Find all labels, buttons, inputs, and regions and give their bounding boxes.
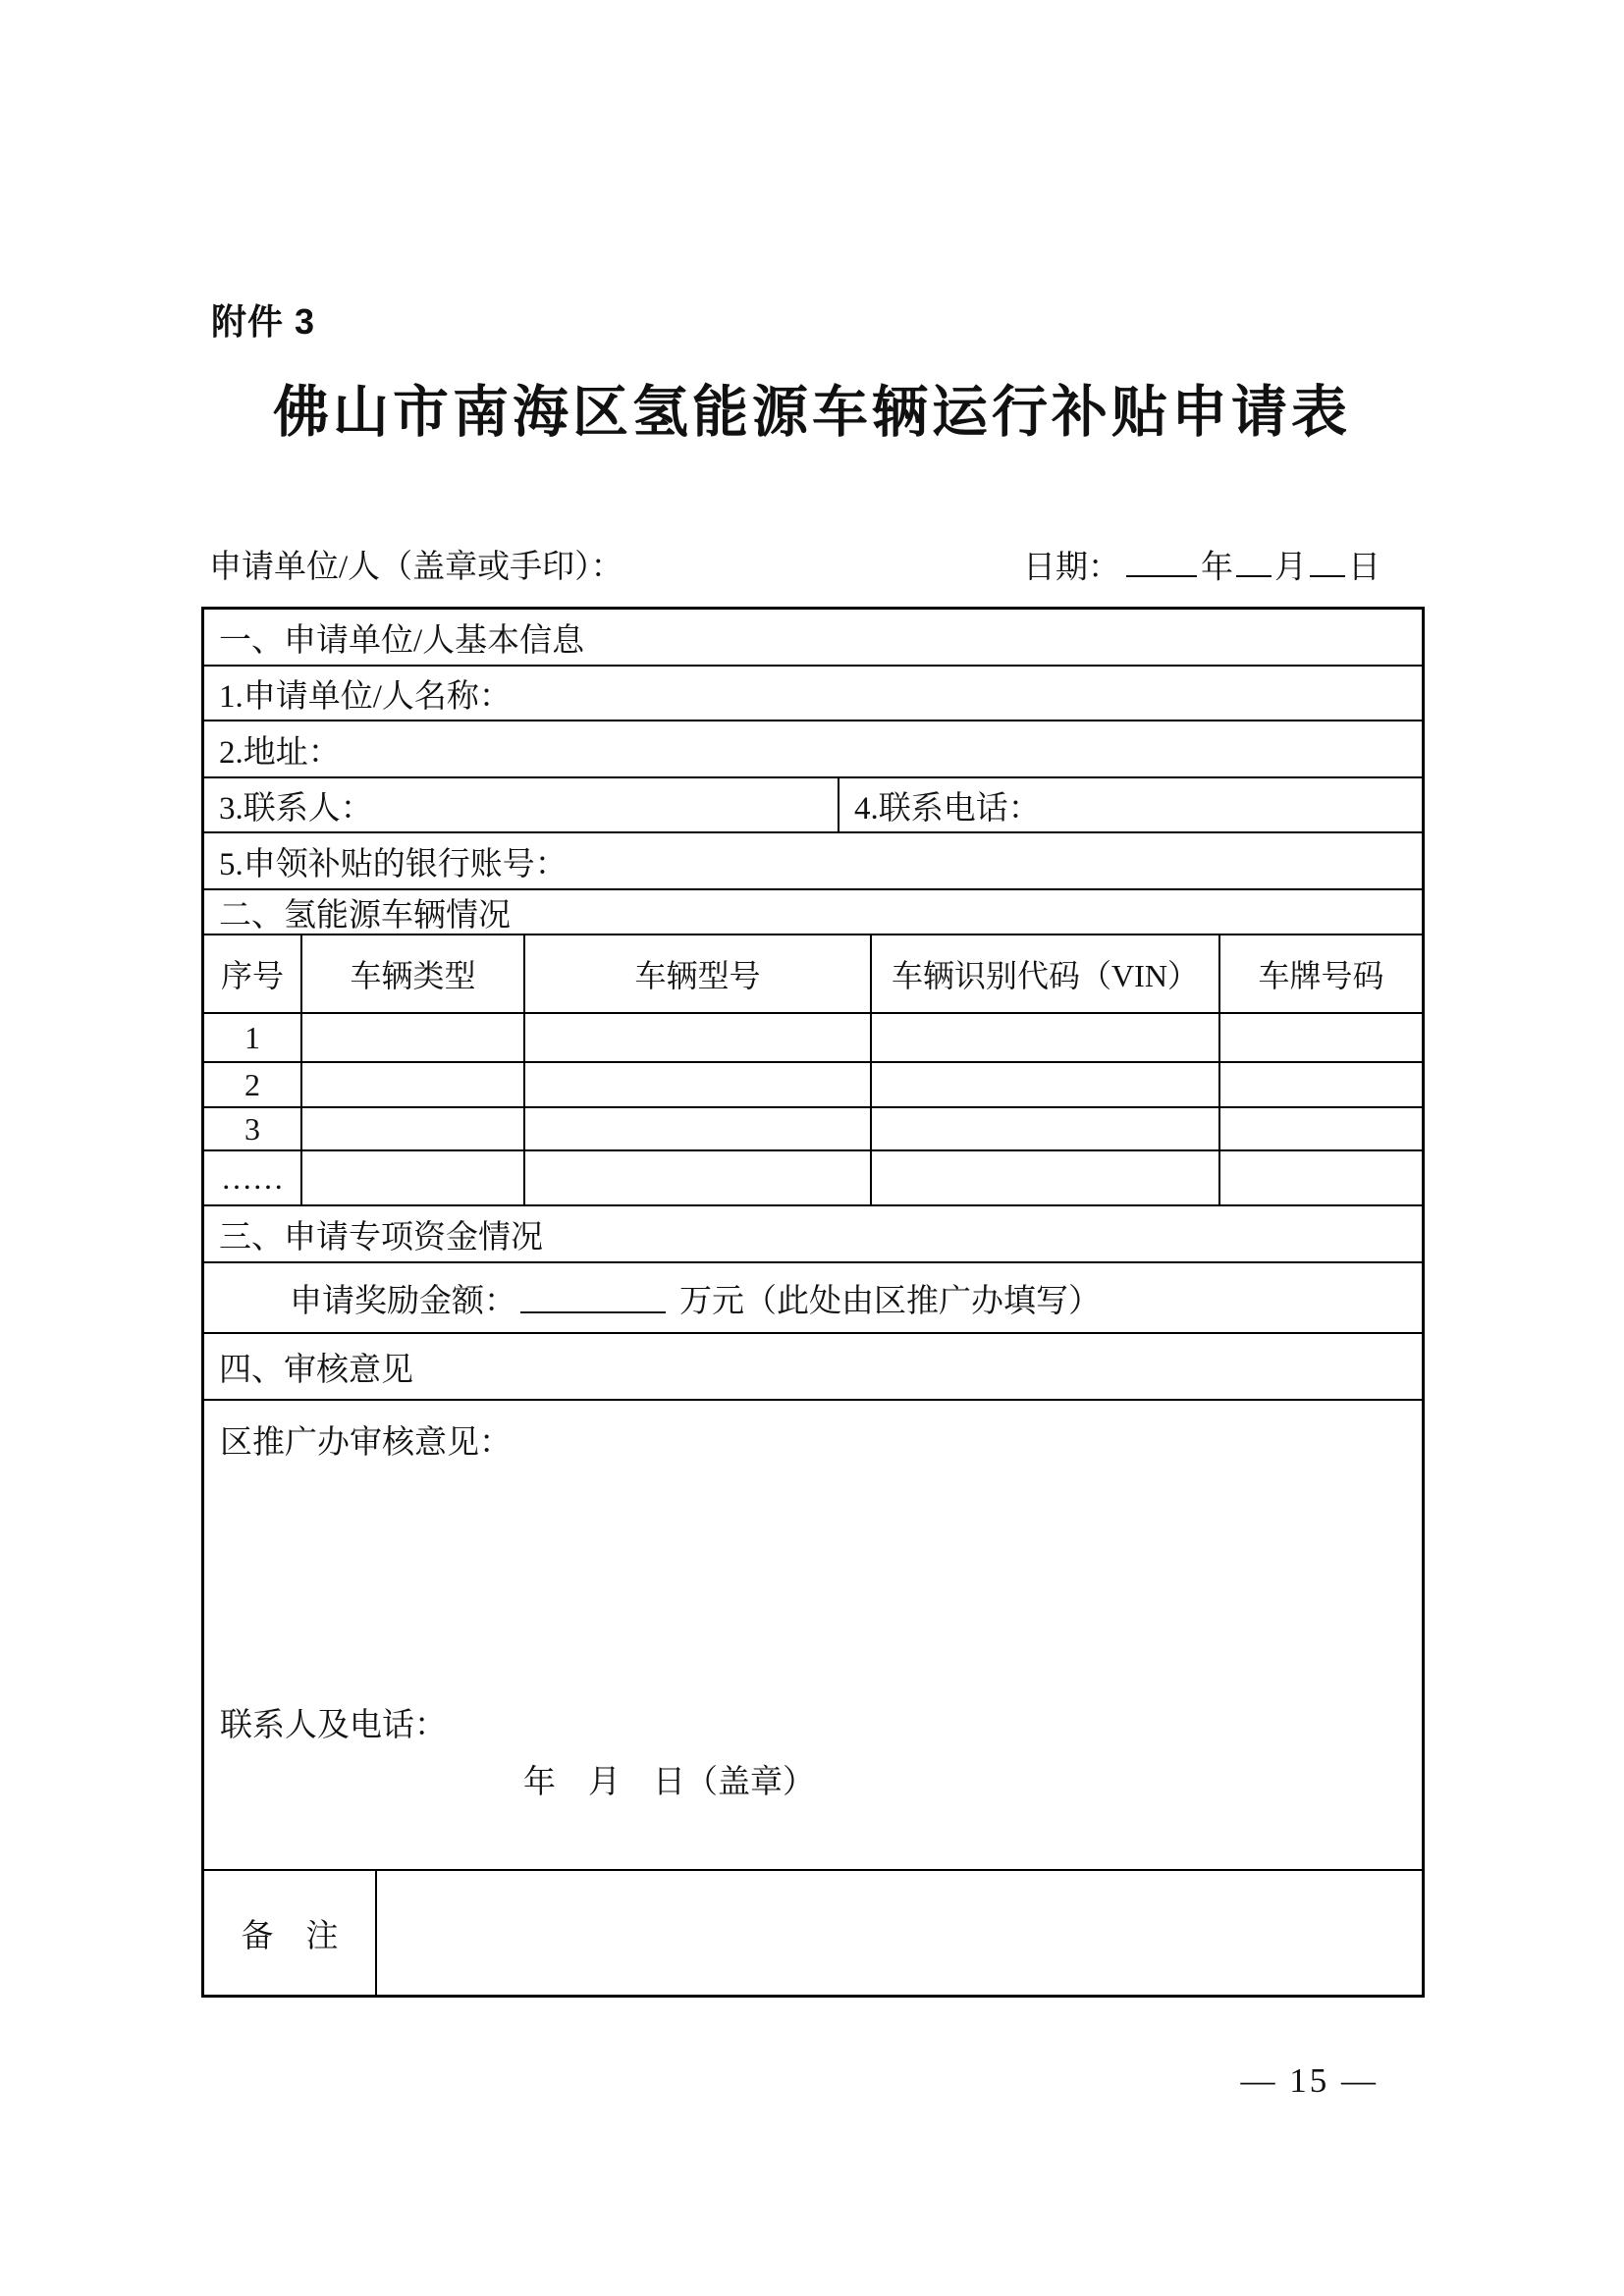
- vehicle-row-3-index: 3: [244, 1110, 260, 1147]
- vehicle-row-3-vin-cell: [870, 1108, 1218, 1149]
- bank-account-label: 5.申领补贴的银行账号：: [219, 846, 568, 882]
- applicant-name-row: [204, 665, 1422, 720]
- reward-amount-suffix: 万元（此处由区推广办填写）: [679, 1283, 1101, 1319]
- remark-label: 备 注: [241, 1918, 339, 1954]
- vehicle-row-1-vin-cell: [870, 1014, 1218, 1061]
- reward-amount-label: 申请奖励金额：: [290, 1283, 516, 1319]
- vehicle-row-1: [204, 1012, 1422, 1061]
- applicant-signature-label: 申请单位/人（盖章或手印）：: [209, 550, 623, 585]
- vehicle-row-1-plate-cell: [1218, 1014, 1422, 1061]
- section-basic-info-title: 一、申请单位/人基本信息: [219, 622, 585, 659]
- remark-content-cell: [375, 1871, 1422, 1995]
- date-line: [1023, 546, 1380, 589]
- vehicle-row-2-model-cell: [523, 1063, 870, 1106]
- application-form-table: [201, 607, 1425, 1998]
- section-review-title: 四、审核意见: [219, 1352, 413, 1388]
- address-row: [204, 720, 1422, 776]
- review-sign-date-label: 年 月 日（盖章）: [523, 1765, 815, 1800]
- vehicle-row-ellipsis-index: ……: [221, 1159, 284, 1196]
- bank-account-row: [204, 831, 1422, 888]
- vehicle-row-3-plate-cell: [1218, 1108, 1422, 1149]
- vehicle-row-3: [204, 1106, 1422, 1149]
- contact-phone-cell: [838, 778, 1422, 831]
- vehicle-row-ellipsis: [204, 1149, 1422, 1204]
- page-number: — 15 —: [1240, 2061, 1379, 2100]
- date-label: 日期：: [1023, 550, 1120, 586]
- review-contact-label: 联系人及电话：: [220, 1708, 447, 1743]
- date-day-blank: [1310, 546, 1345, 577]
- section-funding-title: 三、申请专项资金情况: [219, 1219, 543, 1255]
- date-day-label: 日: [1348, 550, 1380, 586]
- vehicle-header-plate: 车牌号码: [1218, 935, 1422, 1012]
- applicant-name-label: 1.申请单位/人名称：: [219, 678, 512, 715]
- section-review-header: [204, 1332, 1422, 1399]
- page-title: 佛山市南海区氢能源车辆运行补贴申请表: [273, 382, 1351, 444]
- applicant-date-line: [0, 546, 1624, 589]
- address-label: 2.地址：: [219, 734, 341, 771]
- vehicle-row-2-type-cell: [300, 1063, 523, 1106]
- date-month-blank: [1236, 546, 1272, 577]
- section-basic-info-header: [204, 610, 1422, 665]
- review-office-label: 区推广办审核意见：: [220, 1425, 512, 1461]
- vehicle-header-type: 车辆类型: [300, 935, 523, 1012]
- date-month-label: 月: [1274, 550, 1307, 586]
- vehicle-row-ellipsis-plate-cell: [1218, 1151, 1422, 1204]
- contact-person-cell: [204, 778, 838, 831]
- vehicle-header-index: 序号: [220, 958, 284, 993]
- vehicle-row-2-plate-cell: [1218, 1063, 1422, 1106]
- vehicle-row-1-model-cell: [523, 1014, 870, 1061]
- remark-label-cell: [204, 1871, 375, 1995]
- reward-amount-row: [204, 1261, 1422, 1332]
- date-year-label: 年: [1201, 550, 1233, 586]
- contact-person-label: 3.联系人：: [219, 790, 373, 827]
- vehicle-row-3-model-cell: [523, 1108, 870, 1149]
- vehicle-row-2-index: 2: [244, 1066, 260, 1102]
- vehicle-row-3-type-cell: [300, 1108, 523, 1149]
- vehicle-row-ellipsis-vin-cell: [870, 1151, 1218, 1204]
- reward-amount-blank: [520, 1282, 666, 1313]
- vehicle-table-header-row: [204, 934, 1422, 1012]
- vehicle-header-vin: 车辆识别代码（VIN）: [870, 935, 1218, 1012]
- section-vehicles-header: [204, 888, 1422, 934]
- vehicle-header-model: 车辆型号: [523, 935, 870, 1012]
- vehicle-row-1-index: 1: [244, 1019, 260, 1055]
- vehicle-row-2-vin-cell: [870, 1063, 1218, 1106]
- remark-row: [204, 1869, 1422, 1995]
- review-opinion-cell: [204, 1399, 1422, 1869]
- contact-phone-label: 4.联系电话：: [854, 790, 1041, 827]
- vehicle-row-2: [204, 1061, 1422, 1106]
- contact-row: [204, 776, 1422, 831]
- vehicle-row-ellipsis-type-cell: [300, 1151, 523, 1204]
- vehicle-row-ellipsis-model-cell: [523, 1151, 870, 1204]
- section-funding-header: [204, 1204, 1422, 1261]
- attachment-label: 附件 3: [211, 301, 316, 342]
- date-year-blank: [1126, 546, 1197, 577]
- vehicle-row-1-type-cell: [300, 1014, 523, 1061]
- section-vehicles-title: 二、氢能源车辆情况: [219, 897, 511, 934]
